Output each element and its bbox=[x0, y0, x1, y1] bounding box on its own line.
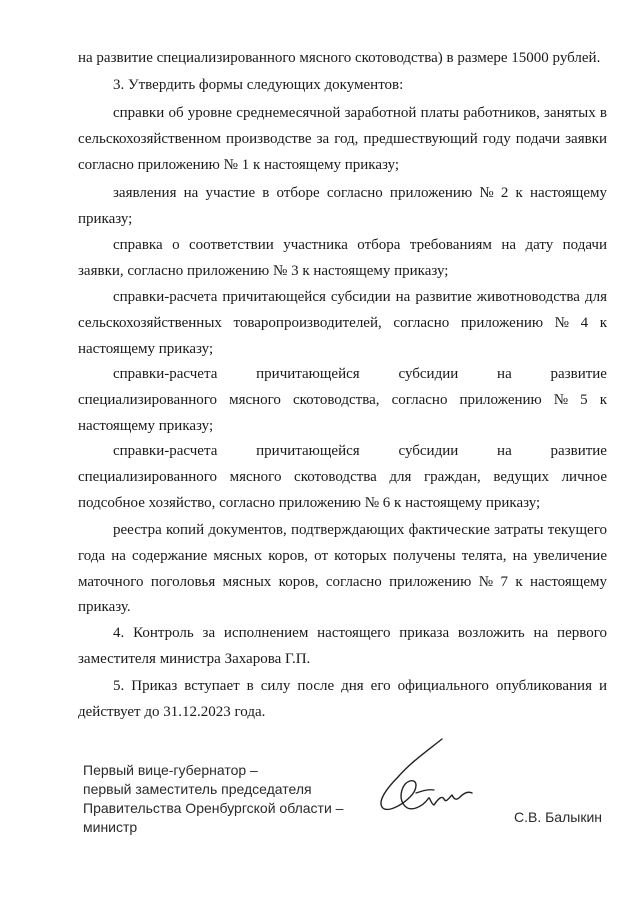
text-line-justified bbox=[113, 442, 607, 460]
signatory-title bbox=[83, 761, 343, 837]
text-line: подсобное хозяйство, согласно приложению № 6 к настоящему приказу; bbox=[78, 495, 541, 511]
text-line: справки об уровне среднемесячной заработной платы работников, занятых в bbox=[113, 105, 607, 121]
word: субсидии bbox=[398, 366, 459, 382]
text-line: справка о соответствии участника отбора требованиям на дату подачи bbox=[113, 237, 607, 253]
text-line: заявления на участие в отборе согласно приложению № 2 к настоящему bbox=[113, 185, 607, 201]
handwritten-signature bbox=[372, 733, 482, 833]
signatory-title-line: первый заместитель председателя bbox=[83, 781, 312, 797]
word: справки-расчета bbox=[113, 366, 218, 382]
text-line: года на содержание мясных коров, от которых получены телята, на увеличение bbox=[78, 548, 607, 564]
text-line: 5. Приказ вступает в силу после дня его официального опубликования и bbox=[113, 678, 607, 694]
word: справки-расчета bbox=[113, 443, 218, 459]
word: причитающейся bbox=[256, 443, 360, 459]
text-line: заместителя министра Захарова Г.П. bbox=[78, 651, 311, 667]
text-line: приказу. bbox=[78, 599, 131, 615]
word: на bbox=[497, 366, 512, 382]
text-line: сельскохозяйственных товаропроизводителей, согласно приложению № 4 к bbox=[78, 315, 607, 331]
text-line: сельскохозяйственном производстве за год, предшествующий году подачи заявки bbox=[78, 131, 607, 147]
text-line-justified bbox=[113, 365, 607, 383]
text-line: специализированного мясного скотоводства для граждан, ведущих личное bbox=[78, 469, 607, 485]
text-line: приказу; bbox=[78, 211, 133, 227]
justified-words bbox=[113, 442, 607, 460]
text-line: маточного поголовья мясных коров, согласно приложению № 7 к настоящему bbox=[78, 574, 607, 590]
text-line: заявки, согласно приложению № 3 к настоящему приказу; bbox=[78, 263, 449, 279]
text-line: настоящему приказу; bbox=[78, 418, 214, 434]
signatory-name: С.В. Балыкин bbox=[514, 809, 602, 825]
text-line: реестра копий документов, подтверждающих фактические затраты текущего bbox=[113, 522, 607, 538]
word: субсидии bbox=[398, 443, 459, 459]
signatory-title-line: Первый вице-губернатор – bbox=[83, 762, 258, 778]
justified-words bbox=[113, 365, 607, 383]
word: развитие bbox=[550, 443, 607, 459]
word: развитие bbox=[550, 366, 607, 382]
text-line: справки-расчета причитающейся субсидии на развитие животноводства для bbox=[113, 289, 607, 305]
text-line: 3. Утвердить формы следующих документов: bbox=[113, 77, 404, 93]
text-line: 4. Контроль за исполнением настоящего приказа возложить на первого bbox=[113, 625, 607, 641]
text-line: специализированного мясного скотоводства, согласно приложению № 5 к bbox=[78, 392, 607, 408]
text-line: действует до 31.12.2023 года. bbox=[78, 704, 266, 720]
signatory-title-line: министр bbox=[83, 819, 138, 835]
word: на bbox=[497, 443, 512, 459]
text-line: на развитие специализированного мясного скотоводства) в размере 15000 рублей. bbox=[78, 50, 601, 66]
text-line: настоящему приказу; bbox=[78, 341, 214, 357]
word: причитающейся bbox=[256, 366, 360, 382]
signatory-title-line: Правительства Оренбургской области – bbox=[83, 800, 344, 816]
text-line: согласно приложению № 1 к настоящему приказу; bbox=[78, 157, 400, 173]
